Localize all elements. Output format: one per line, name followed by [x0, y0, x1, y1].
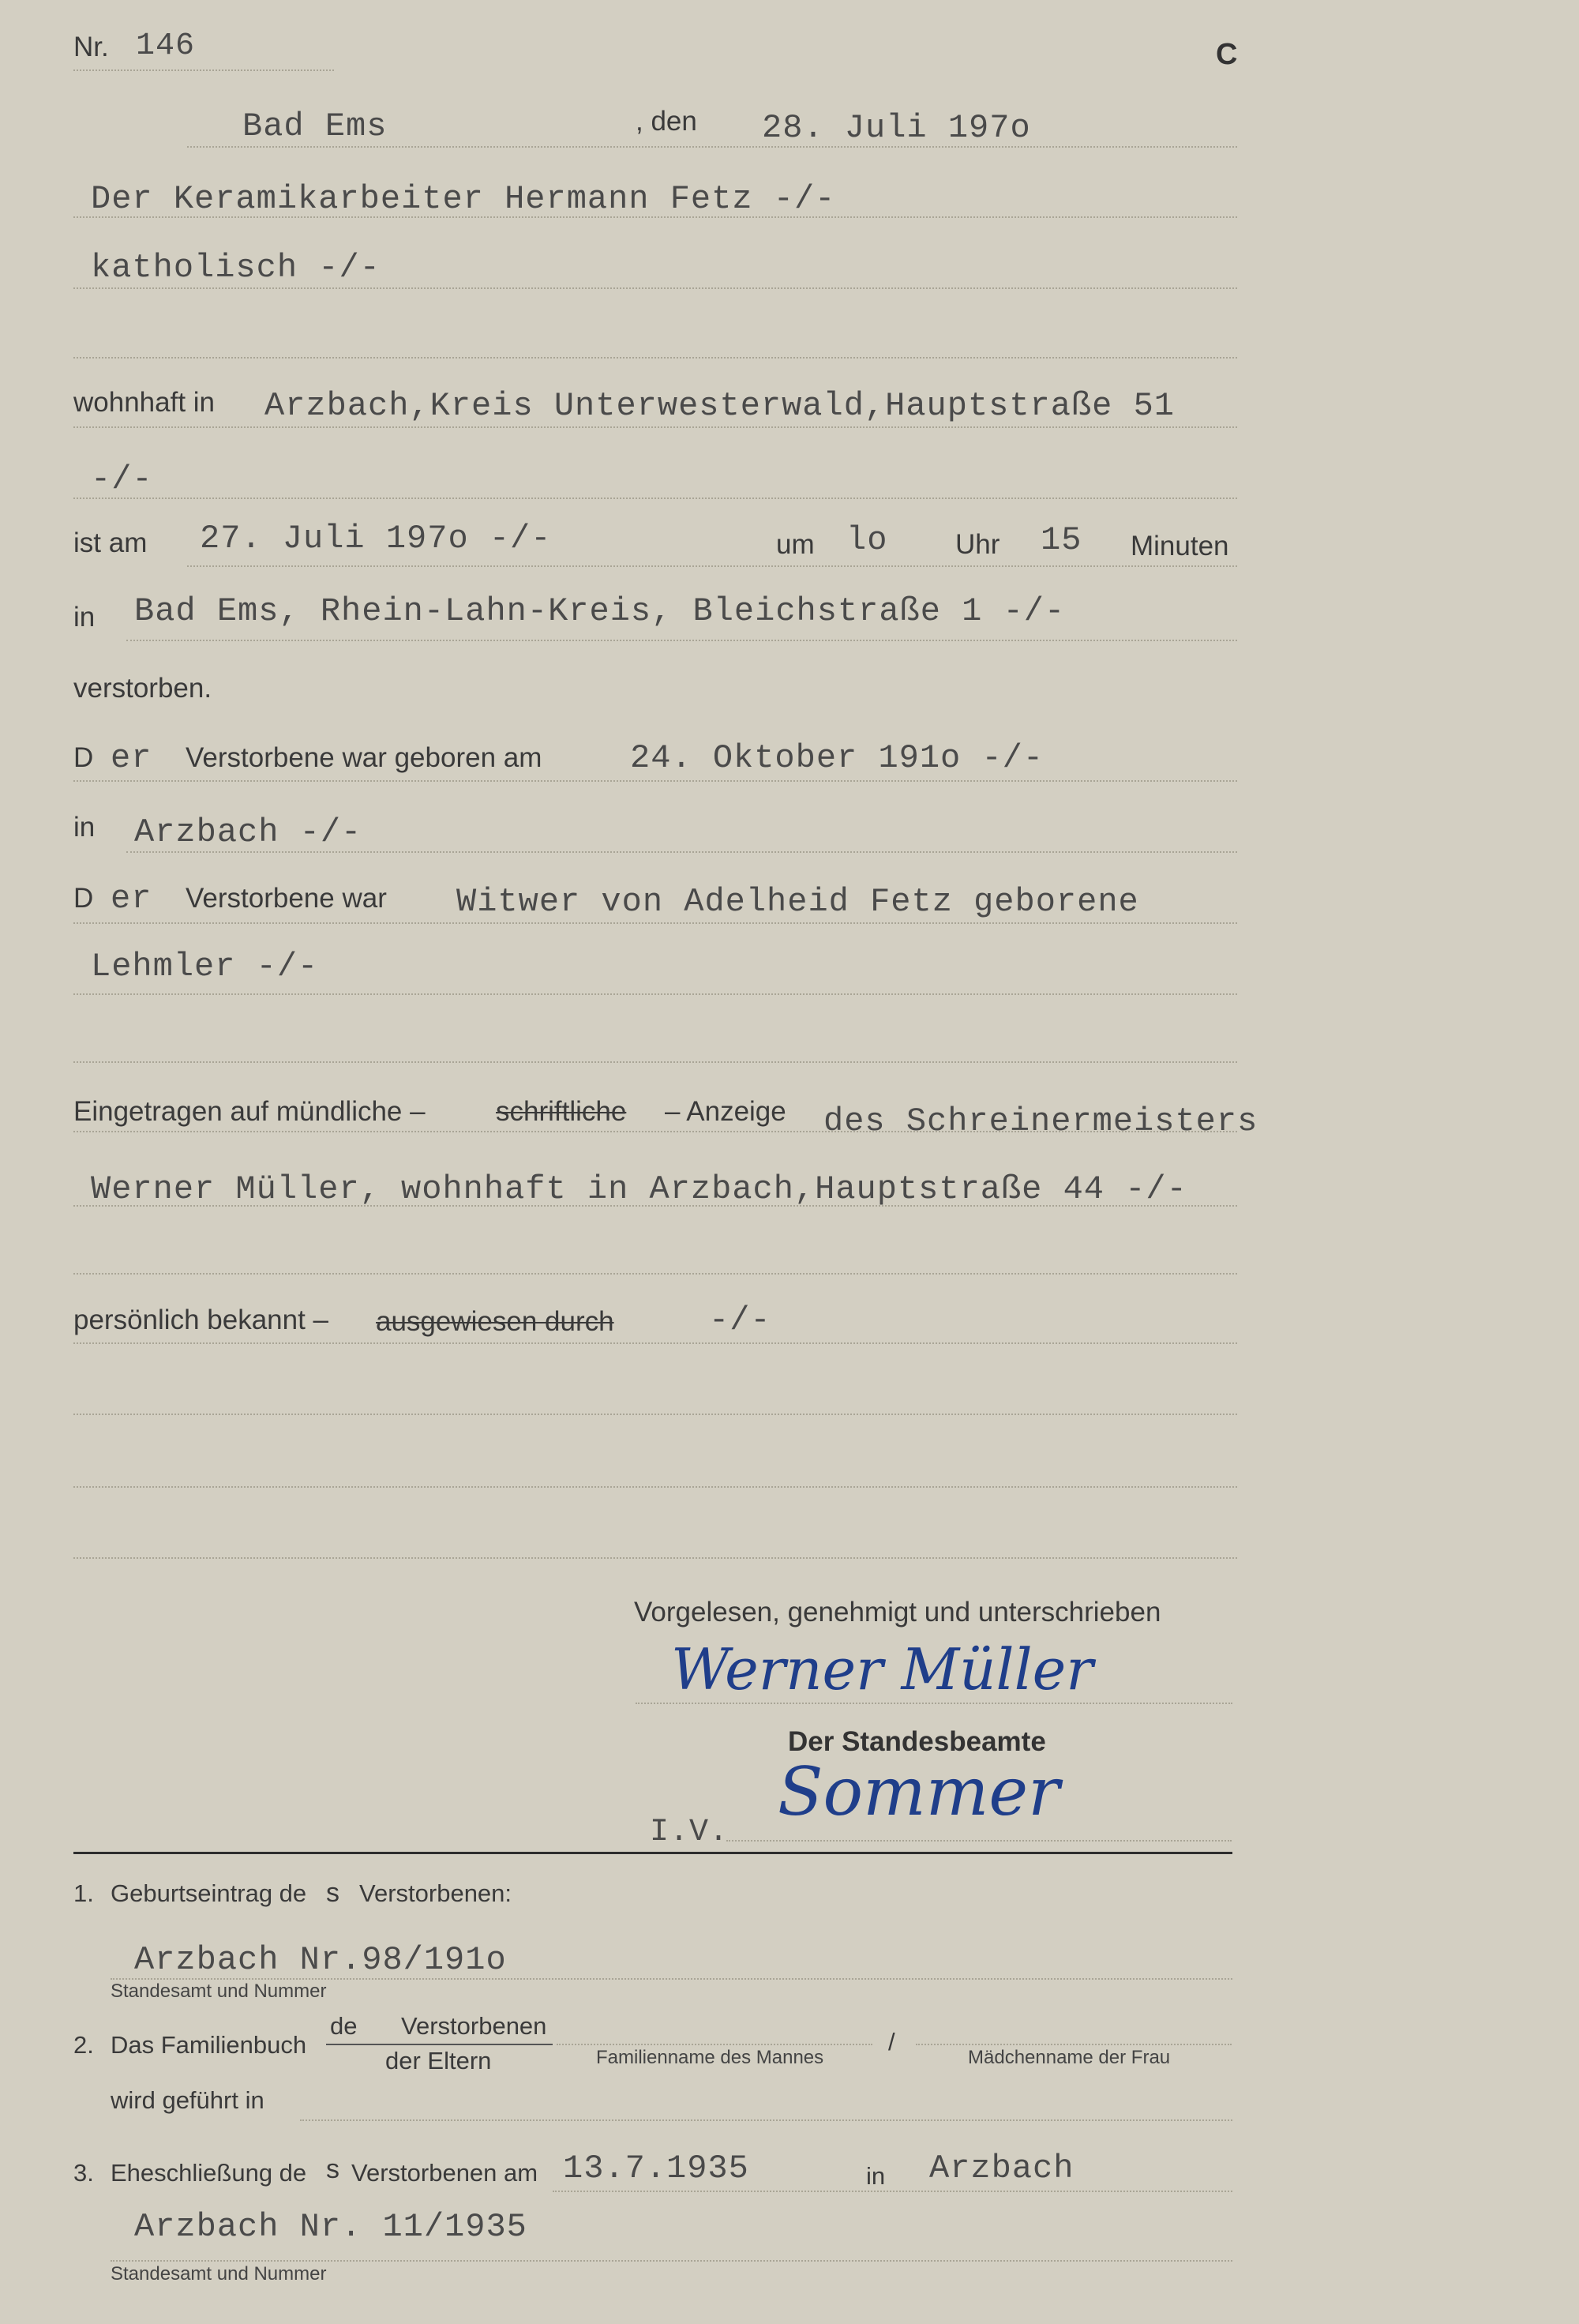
read-approved-label: Vorgelesen, genehmigt und unterschrieben	[634, 1597, 1161, 1628]
status-label: Verstorbene war	[186, 883, 387, 914]
note-3-place: Arzbach	[929, 2149, 1075, 2187]
note-2-caption-wife: Mädchenname der Frau	[968, 2047, 1171, 2068]
birth-d-label: D	[73, 742, 94, 773]
registry-place: Bad Ems	[242, 107, 388, 145]
death-hour: lo	[846, 521, 888, 559]
status-line-2: Lehmler -/-	[91, 948, 319, 986]
note-2-text: Das Familienbuch	[111, 2031, 307, 2059]
note-3-in: in	[866, 2162, 886, 2190]
death-minutes: 15	[1041, 521, 1082, 559]
death-date-label: ist am	[73, 527, 148, 558]
note-3-date: 13.7.1935	[563, 2149, 749, 2187]
dotted-line	[111, 1978, 1232, 1980]
death-place: Bad Ems, Rhein-Lahn-Kreis, Bleichstraße 1 -/-	[134, 592, 1066, 630]
birth-date: 24. Oktober 191o -/-	[630, 739, 1045, 777]
um-label: um	[776, 529, 815, 560]
residence-value: Arzbach,Kreis Unterwesterwald,Hauptstraße 51	[264, 387, 1175, 425]
section-divider	[73, 1852, 1232, 1854]
birth-place: Arzbach -/-	[134, 813, 362, 851]
record-number: 146	[136, 28, 196, 64]
death-date: 27. Juli 197o -/-	[200, 520, 552, 558]
note-3-number: 3.	[73, 2159, 94, 2187]
corner-letter: C	[1216, 38, 1238, 71]
official-title: Der Standesbeamte	[788, 1726, 1046, 1757]
status-line-1: Witwer von Adelheid Fetz geborene	[456, 883, 1139, 921]
residence-continuation: -/-	[91, 460, 153, 498]
informant-line-2: Werner Müller, wohnhaft in Arzbach,Hauptstraße 44 -/-	[91, 1170, 1187, 1208]
iv-label: I.V.	[650, 1815, 729, 1850]
nr-label: Nr.	[73, 32, 109, 62]
residence-label: wohnhaft in	[73, 387, 216, 418]
note-2-number: 2.	[73, 2031, 94, 2059]
dotted-line	[300, 2119, 1232, 2121]
dotted-line	[73, 1273, 1237, 1275]
dotted-line	[73, 1205, 1237, 1207]
note-1-text-a: Geburtseintrag de	[111, 1879, 307, 1907]
dotted-line	[187, 146, 1237, 148]
registration-label-a: Eingetragen auf mündliche –	[73, 1096, 426, 1127]
informant-line-1: des Schreinermeisters	[823, 1102, 1258, 1140]
note-2-slash: /	[888, 2028, 895, 2056]
dotted-line	[73, 69, 334, 71]
note-3-value: Arzbach Nr. 11/1935	[134, 2208, 527, 2246]
birth-label: Verstorbene war geboren am	[186, 742, 542, 773]
dotted-line	[73, 426, 1237, 428]
note-1-value: Arzbach Nr.98/191o	[134, 1941, 507, 1979]
dotted-line	[73, 780, 1237, 782]
informant-signature: Werner Müller	[671, 1636, 1093, 1703]
status-d-label: D	[73, 883, 94, 914]
dotted-line	[557, 2044, 872, 2045]
birth-place-label: in	[73, 812, 96, 843]
dotted-line	[916, 2044, 1232, 2045]
dotted-line	[73, 1486, 1237, 1488]
dotted-line	[73, 993, 1237, 995]
note-3-s: s	[326, 2154, 339, 2184]
dotted-line	[73, 922, 1237, 924]
registry-date: 28. Juli 197o	[762, 109, 1031, 147]
dotted-line	[73, 1131, 1237, 1132]
note-1-number: 1.	[73, 1879, 94, 1907]
death-place-label: in	[73, 602, 96, 633]
registration-struck-written: schriftliche	[496, 1096, 627, 1127]
dotted-line	[126, 640, 1237, 641]
note-2-de: de	[330, 2012, 358, 2040]
uhr-label: Uhr	[955, 529, 1000, 560]
note-3-text-a: Eheschließung de	[111, 2159, 307, 2187]
note-2-caption-husband: Familienname des Mannes	[596, 2047, 824, 2068]
person-religion: katholisch -/-	[91, 249, 381, 287]
note-3-caption: Standesamt und Nummer	[111, 2263, 327, 2285]
status-er-typed: er	[111, 880, 152, 918]
dotted-line	[187, 565, 1237, 567]
person-occupation-name: Der Keramikarbeiter Hermann Fetz -/-	[91, 180, 836, 218]
note-2-verstorbenen: Verstorbenen	[401, 2012, 547, 2040]
dotted-line	[73, 1342, 1237, 1344]
dotted-line	[73, 497, 1237, 499]
note-1-text-b: Verstorbenen:	[359, 1879, 512, 1907]
known-value: -/-	[709, 1301, 771, 1339]
fraction-line	[326, 2044, 553, 2045]
note-1-s: s	[326, 1878, 339, 1908]
dotted-line	[553, 2191, 1232, 2192]
dotted-line	[126, 851, 1237, 853]
den-label: , den	[636, 106, 697, 137]
dotted-line	[73, 357, 1237, 359]
dotted-line	[636, 1703, 1232, 1704]
note-2-kept-in: wird geführt in	[111, 2086, 264, 2114]
note-1-caption: Standesamt und Nummer	[111, 1980, 327, 2002]
dotted-line	[111, 2260, 1232, 2262]
dotted-line	[73, 1414, 1237, 1415]
official-signature: Sommer	[778, 1753, 1060, 1830]
registration-label-b: – Anzeige	[665, 1096, 786, 1127]
dotted-line	[73, 287, 1237, 289]
dotted-line	[73, 1061, 1237, 1063]
dotted-line	[726, 1840, 1232, 1842]
minuten-label: Minuten	[1131, 531, 1229, 561]
verstorben-label: verstorben.	[73, 673, 212, 704]
note-2-parents: der Eltern	[385, 2047, 492, 2074]
dotted-line	[73, 1557, 1237, 1559]
note-3-text-b: Verstorbenen am	[351, 2159, 538, 2187]
known-struck-identified: ausgewiesen durch	[376, 1306, 614, 1337]
birth-er-typed: er	[111, 739, 152, 777]
known-label: persönlich bekannt –	[73, 1305, 328, 1335]
dotted-line	[73, 216, 1237, 218]
